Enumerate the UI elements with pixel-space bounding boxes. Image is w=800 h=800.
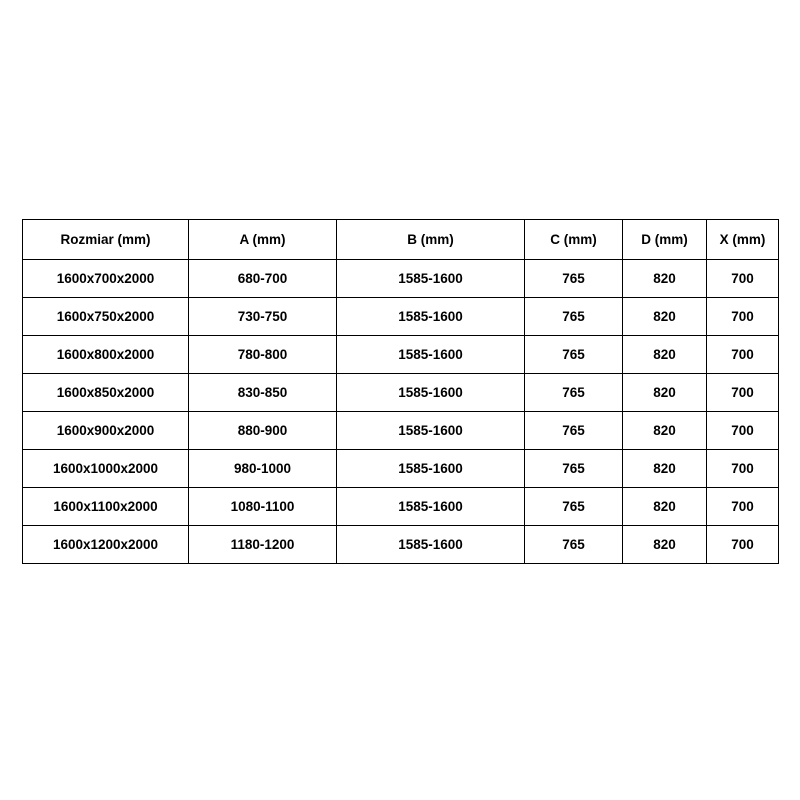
table-header-cell: B (mm) (337, 220, 525, 260)
table-header-row (23, 220, 779, 260)
table-cell: 680-700 (189, 260, 337, 298)
table-row (23, 412, 779, 450)
table-cell: 820 (623, 526, 707, 564)
table-cell: 1585-1600 (337, 488, 525, 526)
table-cell: 700 (707, 260, 779, 298)
table-cell: 765 (525, 450, 623, 488)
table-row (23, 526, 779, 564)
table-cell: 1600x1200x2000 (23, 526, 189, 564)
table-cell: 1585-1600 (337, 336, 525, 374)
table-cell: 820 (623, 260, 707, 298)
table-cell: 1585-1600 (337, 260, 525, 298)
table-row (23, 450, 779, 488)
table-row (23, 374, 779, 412)
table-cell: 1180-1200 (189, 526, 337, 564)
table-cell: 765 (525, 260, 623, 298)
table-cell: 1585-1600 (337, 298, 525, 336)
table-cell: 820 (623, 336, 707, 374)
table-cell: 830-850 (189, 374, 337, 412)
table-cell: 980-1000 (189, 450, 337, 488)
table-cell: 1600x850x2000 (23, 374, 189, 412)
table-cell: 765 (525, 298, 623, 336)
table-cell: 700 (707, 450, 779, 488)
table-cell: 700 (707, 374, 779, 412)
table-cell: 780-800 (189, 336, 337, 374)
table-cell: 765 (525, 336, 623, 374)
table-cell: 1600x900x2000 (23, 412, 189, 450)
table-row (23, 260, 779, 298)
table-cell: 765 (525, 374, 623, 412)
table-cell: 700 (707, 526, 779, 564)
table-cell: 820 (623, 298, 707, 336)
table-cell: 820 (623, 488, 707, 526)
table-cell: 1600x1000x2000 (23, 450, 189, 488)
table-cell: 880-900 (189, 412, 337, 450)
table-header-cell: A (mm) (189, 220, 337, 260)
table-cell: 1585-1600 (337, 374, 525, 412)
table-cell: 1600x700x2000 (23, 260, 189, 298)
table-cell: 700 (707, 336, 779, 374)
table-header-cell: C (mm) (525, 220, 623, 260)
table-cell: 700 (707, 412, 779, 450)
table-cell: 765 (525, 526, 623, 564)
table-cell: 820 (623, 450, 707, 488)
table-cell: 1080-1100 (189, 488, 337, 526)
table-row (23, 298, 779, 336)
table-row (23, 336, 779, 374)
size-specification-table (22, 219, 779, 564)
table-row (23, 488, 779, 526)
table-cell: 730-750 (189, 298, 337, 336)
table-cell: 700 (707, 298, 779, 336)
table-cell: 820 (623, 374, 707, 412)
table-cell: 1585-1600 (337, 450, 525, 488)
table-header-cell: X (mm) (707, 220, 779, 260)
table-cell: 1585-1600 (337, 412, 525, 450)
table-cell: 820 (623, 412, 707, 450)
table-cell: 1600x1100x2000 (23, 488, 189, 526)
table-cell: 1585-1600 (337, 526, 525, 564)
table-cell: 1600x750x2000 (23, 298, 189, 336)
table-cell: 765 (525, 488, 623, 526)
table-cell: 765 (525, 412, 623, 450)
table-cell: 700 (707, 488, 779, 526)
table-cell: 1600x800x2000 (23, 336, 189, 374)
spec-table-container (22, 219, 778, 564)
table-header-cell: D (mm) (623, 220, 707, 260)
table-header-cell: Rozmiar (mm) (23, 220, 189, 260)
